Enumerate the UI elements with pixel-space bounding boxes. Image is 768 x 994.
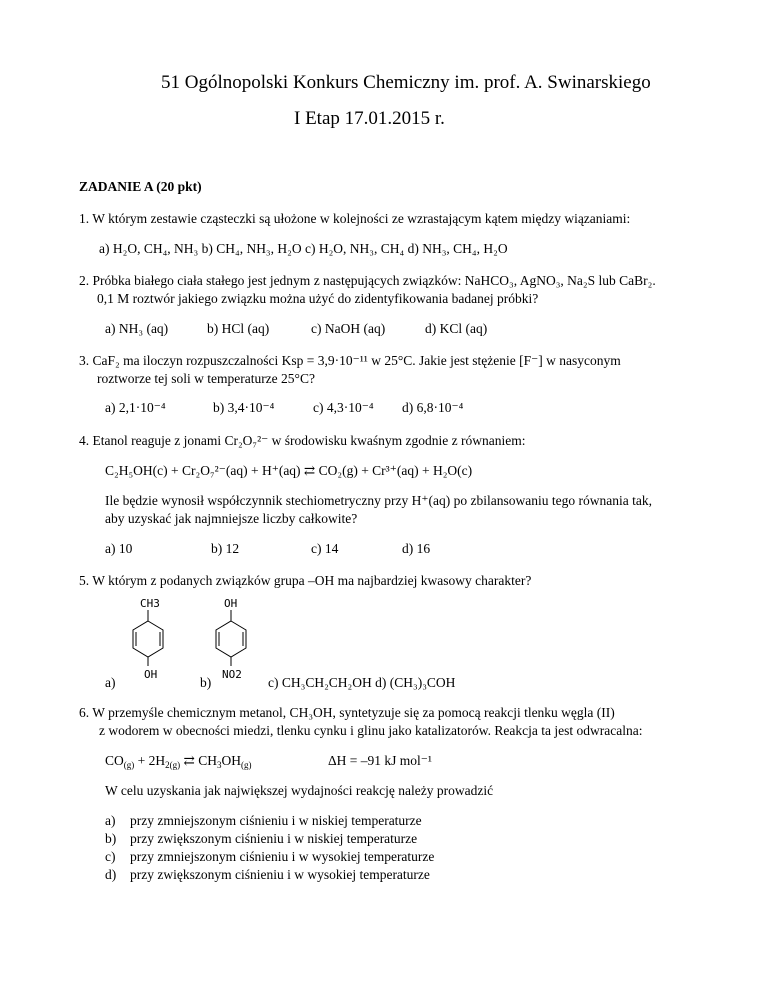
structure-a-bottom-label: OH bbox=[144, 668, 158, 681]
question-5-answer-a: a) bbox=[105, 675, 116, 690]
question-3-line1: 3. CaF₂ ma iloczyn rozpuszczalności Ksp = 3,9·10⁻¹¹ w 25°C. Jakie jest stężenie [F⁻] w nasyconym bbox=[79, 353, 621, 368]
structure-a-top-label: CH3 bbox=[140, 597, 160, 610]
question-6-line2: z wodorem w obecności miedzi, tlenku cynku i glinu jako katalizatorów. Reakcja ta jest odwracalna: bbox=[99, 723, 643, 738]
question-4-equation: C₂H₅OH(c) + Cr₂O₇²⁻(aq) + H⁺(aq) ⇄ CO₂(g) + Cr³⁺(aq) + H₂O(c) bbox=[105, 463, 473, 478]
question-4-answer-c: c) 14 bbox=[311, 541, 339, 556]
question-6-enthalpy: ΔH = –91 kJ mol⁻¹ bbox=[328, 753, 432, 768]
question-2-line2: 0,1 M roztwór jakiego związku można użyć do zidentyfikowania badanej próbki? bbox=[97, 291, 539, 306]
document-title: 51 Ogólnopolski Konkurs Chemiczny im. prof. A. Swinarskiego bbox=[161, 72, 651, 93]
section-title: ZADANIE A (20 pkt) bbox=[79, 179, 202, 194]
question-6-option-a-letter: a) bbox=[105, 813, 116, 828]
question-4-text: 4. Etanol reaguje z jonami Cr₂O₇²⁻ w środowisku kwaśnym zgodnie z równaniem: bbox=[79, 433, 526, 448]
structure-b-p-nitrophenol bbox=[216, 597, 246, 681]
question-6-option-b-text: przy zwiększonym ciśnieniu i w niskiej temperaturze bbox=[130, 831, 418, 846]
question-3-line2: roztworze tej soli w temperaturze 25°C? bbox=[97, 371, 315, 386]
structure-b-top-label: OH bbox=[224, 597, 238, 610]
question-5-text: 5. W którym z podanych związków grupa –OH ma najbardziej kwasowy charakter? bbox=[79, 573, 532, 588]
structure-a-p-cresol bbox=[133, 597, 163, 681]
question-4-answer-a: a) 10 bbox=[105, 541, 133, 556]
structure-diagrams bbox=[120, 594, 270, 690]
question-5-answers-cd: c) CH₃CH₂CH₂OH d) (CH₃)₃COH bbox=[268, 675, 456, 690]
question-1-answers: a) H₂O, CH₄, NH₃ b) CH₄, NH₃, H₂O c) H₂O, NH₃, CH₄ d) NH₃, CH₄, H₂O bbox=[99, 241, 508, 256]
question-1-text: 1. W którym zestawie cząsteczki są ułożone w kolejności ze wzrastającym kątem między wiązaniami: bbox=[79, 211, 631, 226]
question-4-answer-b: b) 12 bbox=[211, 541, 240, 556]
question-2-answer-b: b) HCl (aq) bbox=[207, 321, 270, 336]
question-2-line1: 2. Próbka białego ciała stałego jest jednym z następujących związków: NaHCO₃, AgNO₃, Na₂S lub CaBr₂. bbox=[79, 273, 656, 288]
structure-b-bottom-label: NO2 bbox=[222, 668, 242, 681]
question-6-option-c-letter: c) bbox=[105, 849, 116, 864]
question-5-answer-b: b) bbox=[200, 675, 212, 690]
question-2-answer-c: c) NaOH (aq) bbox=[311, 321, 386, 336]
question-6-option-d-text: przy zwiększonym ciśnieniu i w wysokiej temperaturze bbox=[130, 867, 430, 882]
question-6-equation: $CO_{(g)} + 2H_{2(g)}$ ⇄ $CH_3OH_{(g)}$ bbox=[105, 753, 252, 770]
question-6-option-b-letter: b) bbox=[105, 831, 117, 846]
question-3-answer-b: b) 3,4·10⁻⁴ bbox=[213, 400, 275, 415]
question-3-answer-c: c) 4,3·10⁻⁴ bbox=[313, 400, 374, 415]
question-3-answer-d: d) 6,8·10⁻⁴ bbox=[402, 400, 464, 415]
question-2-answer-a: a) NH₃ (aq) bbox=[105, 321, 169, 336]
question-4-line4: aby uzyskać jak najmniejsze liczby całkowite? bbox=[105, 511, 358, 526]
question-2-answer-d: d) KCl (aq) bbox=[425, 321, 488, 336]
question-4-answer-d: d) 16 bbox=[402, 541, 431, 556]
question-3-answer-a: a) 2,1·10⁻⁴ bbox=[105, 400, 166, 415]
question-6-line1: 6. W przemyśle chemicznym metanol, CH₃OH, syntetyzuje się za pomocą reakcji tlenku węgla (II) bbox=[79, 705, 615, 720]
question-6-question: W celu uzyskania jak największej wydajności reakcję należy prowadzić bbox=[105, 783, 494, 798]
question-6-option-a-text: przy zmniejszonym ciśnieniu i w niskiej temperaturze bbox=[130, 813, 422, 828]
question-6-option-d-letter: d) bbox=[105, 867, 117, 882]
question-6-option-c-text: przy zmniejszonym ciśnieniu i w wysokiej temperaturze bbox=[130, 849, 435, 864]
document-subtitle: I Etap 17.01.2015 r. bbox=[294, 108, 445, 129]
question-4-line3: Ile będzie wynosił współczynnik stechiometryczny przy H⁺(aq) po zbilansowaniu tego równania tak, bbox=[105, 493, 652, 508]
